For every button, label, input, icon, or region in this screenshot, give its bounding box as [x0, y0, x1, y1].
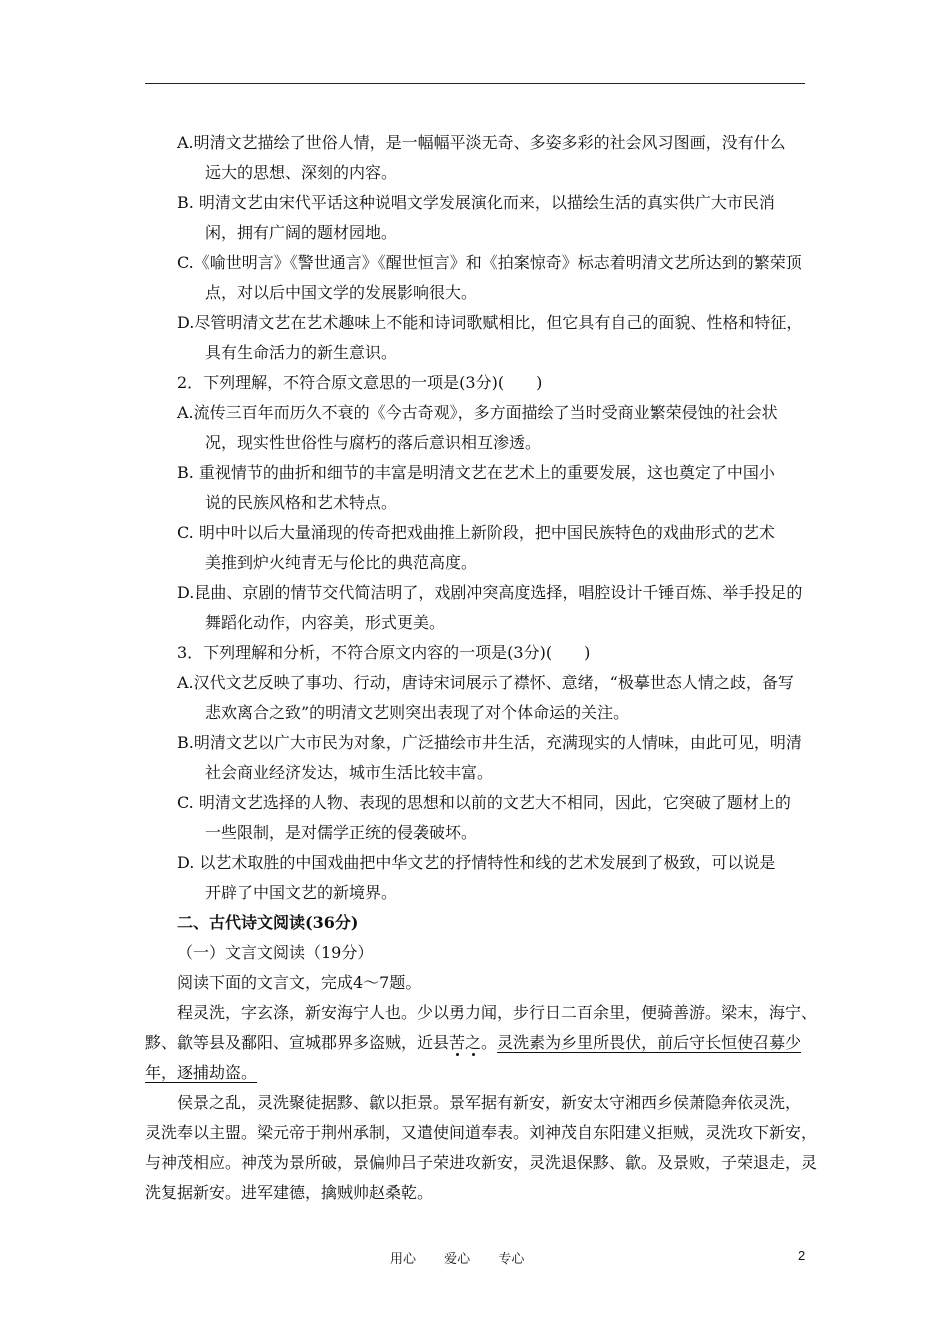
emphasis-dot-char: 苦 — [449, 1033, 466, 1052]
passage-p2-line3: 与神茂相应。神茂为景所破，景偏帅吕子荣进攻新安，灵洗退保黟、歙。及景败，子荣退走，灵 — [145, 1153, 818, 1172]
q2-stem: 2．下列理解，不符合原文意思的一项是(3分)( ) — [177, 373, 543, 392]
q1-option-d-line1: D.尽管明清文艺在艺术趣味上不能和诗词歌赋相比，但它具有自己的面貌、性格和特征， — [177, 313, 803, 332]
q2-option-b-line1: B. 重视情节的曲折和细节的丰富是明清文艺在艺术上的重要发展，这也奠定了中国小 — [177, 463, 775, 482]
passage-p1-line2-text: 黟、歙等县及鄱阳、宣城郡界多盗贼，近县 — [145, 1033, 450, 1052]
passage-p1-line2 — [145, 1028, 810, 1058]
passage-p2-line2: 灵洗奉以主盟。梁元帝于荆州承制，又遣使间道奉表。刘神茂自东阳建义拒贼，灵洗攻下新安， — [145, 1123, 818, 1142]
passage-p1-line1: 程灵洗，字玄涤，新安海宁人也。少以勇力闻，步行日二百余里，便骑善游。梁末，海宁、 — [177, 1003, 818, 1022]
passage-p2-line1: 侯景之乱，灵洗聚徒据黟、歙以拒景。景军据有新安，新安太守湘西乡侯萧隐奔依灵洗， — [177, 1093, 802, 1112]
footer-word-1: 用心 — [390, 1252, 417, 1267]
q2-option-d-line1: D.昆曲、京剧的情节交代简洁明了，戏剧冲突高度选择，唱腔设计千锤百炼、举手投足的 — [177, 583, 803, 602]
q2-option-a-line1: A.流传三百年而历久不衰的《今古奇观》，多方面描绘了当时受商业繁荣侵蚀的社会状 — [177, 403, 778, 422]
q2-option-b-line2: 说的民族风格和艺术特点。 — [205, 493, 398, 512]
header-rule — [145, 83, 805, 84]
q3-option-a-line2: 悲欢离合之致”的明清文艺则突出表现了对个体命运的关注。 — [205, 703, 630, 722]
reading-instruction: 阅读下面的文言文，完成4～7题。 — [177, 973, 422, 992]
section-heading: 二、古代诗文阅读(36分) — [177, 913, 359, 932]
footer-motto — [390, 1248, 548, 1267]
q3-stem: 3．下列理解和分析，不符合原文内容的一项是(3分)( ) — [177, 643, 591, 662]
q3-option-c-line2: 一些限制，是对儒学正统的侵袭破坏。 — [205, 823, 478, 842]
page-number: 2 — [798, 1248, 806, 1263]
passage-p1-line3 — [145, 1058, 810, 1088]
q1-option-d-line2: 具有生命活力的新生意识。 — [205, 343, 398, 362]
underlined-sentence: 灵洗素为乡里所畏伏，前后守长恒使召募少 — [497, 1033, 802, 1052]
q3-option-c-line1: C. 明清文艺选择的人物、表现的思想和以前的文艺大不相同，因此，它突破了题材上的 — [177, 793, 791, 812]
footer-word-3: 专心 — [498, 1252, 525, 1267]
passage-p2-line4: 洗复据新安。进军建德，擒贼帅赵桑乾。 — [145, 1183, 434, 1202]
passage-p1-line2-punct: 。 — [481, 1033, 498, 1052]
q1-option-c-line1: C.《喻世明言》《警世通言》《醒世恒言》和《拍案惊奇》标志着明清文艺所达到的繁荣顶 — [177, 253, 802, 272]
q3-option-d-line2: 开辟了中国文艺的新境界。 — [205, 883, 398, 902]
q3-option-b-line2: 社会商业经济发达，城市生活比较丰富。 — [205, 763, 494, 782]
q2-option-c-line1: C. 明中叶以后大量涌现的传奇把戏曲推上新阶段，把中国民族特色的戏曲形式的艺术 — [177, 523, 775, 542]
underlined-sentence-end: 年，逐捕劫盗。 — [145, 1063, 258, 1082]
footer-word-2: 爱心 — [444, 1252, 471, 1267]
subsection-heading: （一）文言文阅读（19分） — [177, 943, 374, 962]
q1-option-a-line1: A.明清文艺描绘了世俗人情，是一幅幅平淡无奇、多姿多彩的社会风习图画，没有什么 — [177, 133, 786, 152]
page-body — [145, 128, 818, 1208]
q3-option-d-line1: D. 以艺术取胜的中国戏曲把中华文艺的抒情特性和线的艺术发展到了极致，可以说是 — [177, 853, 776, 872]
emphasis-dot-char: 之 — [465, 1033, 482, 1052]
q3-option-a-line1: A.汉代文艺反映了事功、行动，唐诗宋词展示了襟怀、意绪，“极摹世态人情之歧，备写 — [177, 673, 794, 692]
q1-option-b-line2: 闲，拥有广阔的题材园地。 — [205, 223, 398, 242]
q2-option-d-line2: 舞蹈化动作，内容美，形式更美。 — [205, 613, 446, 632]
q2-option-a-line2: 况，现实性世俗性与腐朽的落后意识相互渗透。 — [205, 433, 542, 452]
q1-option-a-line2: 远大的思想、深刻的内容。 — [205, 163, 398, 182]
q2-option-c-line2: 美推到炉火纯青无与伦比的典范高度。 — [205, 553, 478, 572]
q3-option-b-line1: B.明清文艺以广大市民为对象，广泛描绘市井生活，充满现实的人情味，由此可见，明清 — [177, 733, 802, 752]
q1-option-c-line2: 点，对以后中国文学的发展影响很大。 — [205, 283, 478, 302]
q1-option-b-line1: B. 明清文艺由宋代平话这种说唱文学发展演化而来，以描绘生活的真实供广大市民消 — [177, 193, 775, 212]
